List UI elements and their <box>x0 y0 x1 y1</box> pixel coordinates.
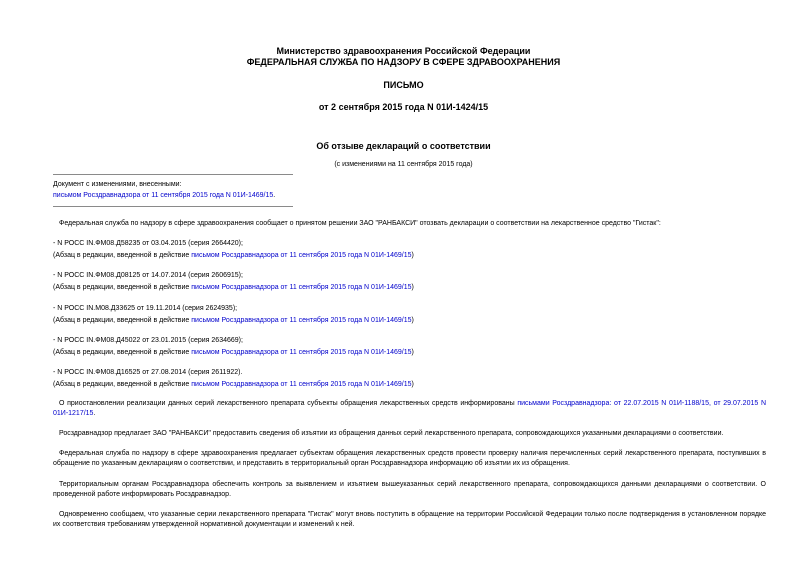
edit-note-suffix: ) <box>411 284 414 291</box>
paragraph-suspension-text: О приостановлении реализации данных серий лекарственного препарата субъекты обращения лекарственных средств информированы <box>59 400 518 407</box>
paragraph-territorial-control: Территориальным органам Росздравнадзора обеспечить контроль за выявлением и изъятием вышеуказанных серий лекарственного препарата, сопровождающихся данными декларациями о соответствии. О проведенной работе информировать Росздравнадзор. <box>53 481 766 498</box>
edit-note-prefix: (Абзац в редакции, введенной в действие <box>53 381 192 388</box>
note-top-rule <box>53 174 293 175</box>
edit-note-1 <box>53 251 414 261</box>
edit-note-link[interactable]: письмом Росздравнадзора от 11 сентября 2015 года N 01И-1469/15 <box>191 284 412 291</box>
change-note-line <box>53 191 275 201</box>
declaration-item-5: - N РОСС IN.ФМ08.Д16525 от 27.08.2014 (серия 2611922). <box>53 369 243 376</box>
paragraph-withdrawal-info: Росздравнадзор предлагает ЗАО "РАНБАКСИ" предоставить сведения об изъятии из обращения данных серий лекарственного препарата, сопровождающихся указанными декларациями о соответствии. <box>59 430 724 437</box>
suspension-letters-link[interactable]: письмами Росздравнадзора: от 22.07.2015 N 01И-1188/15, от 29.07.2015 N 01И-1217/15 <box>53 400 766 417</box>
edit-note-4 <box>53 348 414 358</box>
edit-note-suffix: ) <box>411 349 414 356</box>
edit-note-prefix: (Абзац в редакции, введенной в действие <box>53 317 192 324</box>
change-note-label: Документ с изменениями, внесенными: <box>53 181 182 188</box>
note-bottom-rule <box>53 206 293 207</box>
edit-note-2 <box>53 283 414 293</box>
declaration-item-1: - N РОСС IN.ФМ08.Д58235 от 03.04.2015 (серия 2664420); <box>53 240 243 247</box>
edit-note-prefix: (Абзац в редакции, введенной в действие <box>53 349 192 356</box>
change-note-trail: . <box>273 192 276 199</box>
declaration-item-4: - N РОСС IN.ФМ08.Д45022 от 23.01.2015 (серия 2634669); <box>53 337 243 344</box>
edit-note-5 <box>53 380 414 390</box>
edit-note-suffix: ) <box>411 252 414 259</box>
service-name: ФЕДЕРАЛЬНАЯ СЛУЖБА ПО НАДЗОРУ В СФЕРЕ ЗДРАВООХРАНЕНИЯ <box>246 57 561 67</box>
edit-note-suffix: ) <box>411 317 414 324</box>
document-subject: Об отзыве деклараций о соответствии <box>316 141 491 151</box>
declaration-item-2: - N РОСС IN.ФМ08.Д08125 от 14.07.2014 (серия 2606915); <box>53 272 243 279</box>
change-note-link[interactable]: письмом Росздравнадзора от 11 сентября 2015 года N 01И-1469/15 <box>53 192 274 199</box>
edit-note-3 <box>53 316 414 326</box>
document-type: ПИСЬМО <box>383 80 424 90</box>
paragraph-reentry: Одновременно сообщаем, что указанные серии лекарственного препарата "Гистак" могут вновь поступить в обращение на территории Российской Федерации только после подтверждения в установленном порядке их соответствия требованиям утвержденной нормативной документации и изменений к ней. <box>53 511 766 528</box>
edit-note-prefix: (Абзац в редакции, введенной в действие <box>53 284 192 291</box>
paragraph-suspension <box>53 399 766 419</box>
declaration-item-3: - N РОСС IN.М08.Д33625 от 19.11.2014 (серия 2624935); <box>53 305 238 312</box>
paragraph-suspension-end: . <box>93 410 96 417</box>
edit-note-suffix: ) <box>411 381 414 388</box>
edit-note-link[interactable]: письмом Росздравнадзора от 11 сентября 2015 года N 01И-1469/15 <box>191 349 412 356</box>
paragraph-inspection: Федеральная служба по надзору в сфере здравоохранения предлагает субъектам обращения лекарственных средств провести проверку наличия перечисленных серий лекарственного препарата, поступивших в обращение по указанным декларациям о соответствии, и представить в территориальный орган Росздравнадзора информацию об изъятии их из обращения. <box>53 450 766 467</box>
edit-note-link[interactable]: письмом Росздравнадзора от 11 сентября 2015 года N 01И-1469/15 <box>191 381 412 388</box>
edit-note-link[interactable]: письмом Росздравнадзора от 11 сентября 2015 года N 01И-1469/15 <box>191 317 412 324</box>
revision-note: (с изменениями на 11 сентября 2015 года) <box>334 161 473 168</box>
intro-paragraph: Федеральная служба по надзору в сфере здравоохранения сообщает о принятом решении ЗАО "РАНБАКСИ" отозвать декларации о соответствии на лекарственное средство "Гистак": <box>59 220 661 227</box>
ministry-name: Министерство здравоохранения Российской Федерации <box>276 46 531 56</box>
document-date-number: от 2 сентября 2015 года N 01И-1424/15 <box>318 102 489 112</box>
edit-note-prefix: (Абзац в редакции, введенной в действие <box>53 252 192 259</box>
edit-note-link[interactable]: письмом Росздравнадзора от 11 сентября 2015 года N 01И-1469/15 <box>191 252 412 259</box>
